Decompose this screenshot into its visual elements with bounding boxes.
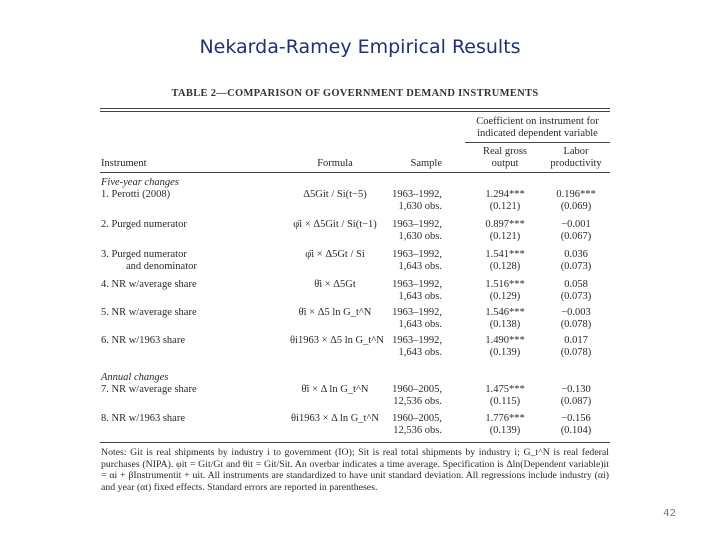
- table-row-labor: 0.196*** (0.069): [556, 189, 596, 212]
- table-row-instrument: 7. NR w/average share: [101, 384, 197, 395]
- table-row-sample: 1963–1992, 1,643 obs.: [392, 279, 442, 302]
- table-row-output: 1.475*** (0.115): [485, 384, 525, 407]
- table-row-labor: 0.058 (0.073): [560, 279, 592, 302]
- table-row-output: 0.897*** (0.121): [485, 219, 525, 242]
- top-rule: [100, 108, 610, 109]
- table-row-instrument: 3. Purged numerator and denominator: [101, 249, 197, 272]
- table-row-labor: −0.003 (0.078): [560, 307, 592, 330]
- table-row-output: 1.546*** (0.138): [485, 307, 525, 330]
- table-row-formula: θ̄i × Δ5Gt: [314, 279, 356, 290]
- page-number: 42: [663, 508, 676, 519]
- table-row-instrument: 4. NR w/average share: [101, 279, 197, 290]
- table-row-output: 1.490*** (0.139): [485, 335, 525, 358]
- slide-title: Nekarda-Ramey Empirical Results: [199, 36, 521, 58]
- header-labor: Labor productivity: [550, 146, 602, 169]
- table-title: TABLE 2—COMPARISON OF GOVERNMENT DEMAND INSTRUMENTS: [171, 88, 539, 99]
- coefficient-header: Coefficient on instrument for indicated dependent variable: [476, 116, 599, 139]
- table-row-formula: θ̄i × Δ5 ln G_t^N: [298, 307, 372, 318]
- table-row-labor: −0.130 (0.087): [560, 384, 592, 407]
- table-row-instrument: 5. NR w/average share: [101, 307, 197, 318]
- table-row-formula: Δ5Git / Si(t−5): [303, 189, 367, 200]
- table-row-labor: −0.001 (0.067): [560, 219, 592, 242]
- table-row-formula: θ̄i × Δ ln G_t^N: [301, 384, 369, 395]
- bottom-rule: [100, 442, 610, 443]
- section-label: Annual changes: [101, 372, 169, 383]
- table-row-labor: 0.017 (0.078): [560, 335, 592, 358]
- table-row-sample: 1963–1992, 1,643 obs.: [392, 249, 442, 272]
- header-formula: Formula: [317, 158, 353, 169]
- header-rule: [100, 172, 610, 173]
- section-label: Five-year changes: [101, 177, 179, 188]
- table-row-labor: 0.036 (0.073): [560, 249, 592, 272]
- table-row-instrument: 1. Perotti (2008): [101, 189, 171, 200]
- table-row-sample: 1963–1992, 1,643 obs.: [392, 335, 442, 358]
- top-rule-double: [100, 111, 610, 112]
- table-row-formula: θi1963 × Δ ln G_t^N: [291, 413, 379, 424]
- table-row-instrument: 6. NR w/1963 share: [101, 335, 185, 346]
- table-row-output: 1.516*** (0.129): [485, 279, 525, 302]
- table-row-sample: 1963–1992, 1,643 obs.: [392, 307, 442, 330]
- table-row-sample: 1960–2005, 12,536 obs.: [392, 413, 442, 436]
- table-row-sample: 1963–1992, 1,630 obs.: [392, 189, 442, 212]
- header-instrument: Instrument: [101, 158, 147, 169]
- table-row-labor: −0.156 (0.104): [560, 413, 592, 436]
- coefficient-rule: [465, 142, 610, 143]
- table-row-instrument: 8. NR w/1963 share: [101, 413, 185, 424]
- table-row-output: 1.541*** (0.128): [485, 249, 525, 272]
- table-notes: Notes: Git is real shipments by industry i to government (IO); Sit is real total shipments by industry i; G_t^N is real federal purchases (NIPA). φit = Git/Gt and θit = Git/Sit. An overbar indicates a time average. Specification is Δln(Dependent variable)it = αi + βInstrumentit + uit. All instruments are standardized to have unit standard deviation. All regressions include industry (αi) and year (αt) fixed effects. Standard errors are reported in parentheses.: [101, 447, 609, 493]
- header-output: Real gross output: [482, 146, 528, 169]
- table-row-instrument: 2. Purged numerator: [101, 219, 187, 230]
- table-row-formula: φ̄i × Δ5Gt / Si: [305, 249, 365, 260]
- table-row-output: 1.294*** (0.121): [485, 189, 525, 212]
- table-row-formula: θi1963 × Δ5 ln G_t^N: [290, 335, 384, 346]
- header-sample: Sample: [410, 158, 442, 169]
- table-row-sample: 1960–2005, 12,536 obs.: [392, 384, 442, 407]
- table-row-output: 1.776*** (0.139): [485, 413, 525, 436]
- table-row-formula: φ̄i × Δ5Git / Si(t−1): [293, 219, 377, 230]
- table-row-sample: 1963–1992, 1,630 obs.: [392, 219, 442, 242]
